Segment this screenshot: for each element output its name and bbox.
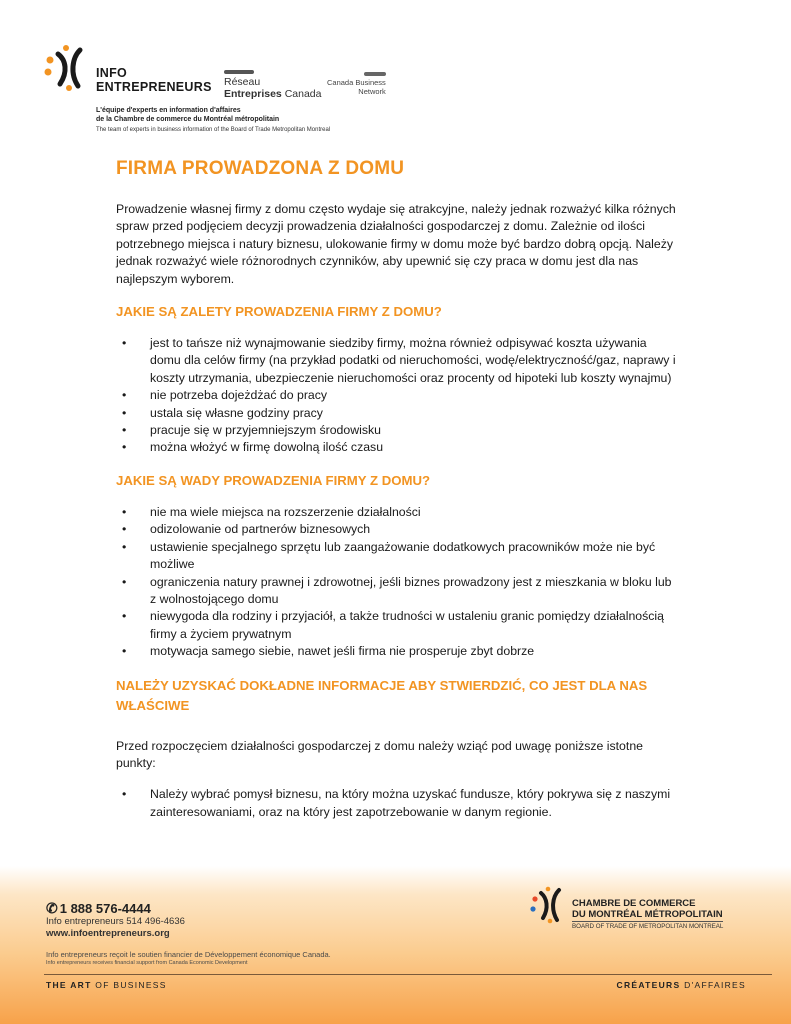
intro-paragraph: Prowadzenie własnej firmy z domu często wydaje się atrakcyjne, należy jednak rozważyć kilka różnych spraw przed podjęciem decyzji prowadzenia działalności gospodarczej z domu. Zależnie od ilości potrzebnego miejsca i natury biznesu, ulokowanie firmy w domu może być bardzo dobrą opcją. Należy jednak rozważyć wiele różnorodnych czynników, aby upewnić się czy praca w domu jest dla nas najlepszym wyborem. (116, 202, 676, 286)
tagline-fr-1: L'équipe d'experts en information d'affaires (96, 107, 241, 114)
reseau-line-2-bold: Entreprises (224, 88, 282, 100)
list-item: • pracuje się w przyjemniejszym środowisku (142, 422, 678, 439)
reseau-entreprises-logo (224, 70, 321, 100)
art-rest: OF BUSINESS (91, 980, 167, 990)
canada-business-network-logo (327, 72, 386, 96)
points-intro: Przed rozpoczęciem działalności gospodarczej z domu należy wziąć pod uwagę poniższe istotne punkty: (116, 738, 643, 770)
reseau-line-2 (224, 88, 321, 100)
logo-line-2: ENTREPRENEURS (96, 80, 212, 94)
list-item: • Należy wybrać pomysł biznesu, na który można uzyskać fundusze, który pokrywa się z naszymi zainteresowaniami, oraz na który jest zapotrzebowanie w danym regionie. (142, 786, 678, 821)
list-item: • jest to tańsze niż wynajmowanie siedziby firmy, można również odpisywać koszta używania domu dla celów firmy (na przykład podatki od nieruchomości, wodę/elektryczność/gaz, naprawy i koszty utrzymania, ubezpieczenie nieruchomości oraz procenty od hipoteki lub koszty wynajmu) (142, 335, 678, 387)
phone-icon: ✆ (46, 900, 58, 916)
list-item: • odizolowanie od partnerów biznesowych (142, 521, 678, 538)
art-bold: THE ART (46, 980, 92, 990)
reseau-line-2-rest: Canada (281, 88, 322, 100)
chambre-line-1: CHAMBRE DE COMMERCE (572, 898, 696, 909)
info-heading: NALEŻY UZYSKAĆ DOKŁADNE INFORMACJE ABY STWIERDZIĆ, CO JEST DLA NAS WŁAŚCIWE (116, 677, 648, 713)
page-title: FIRMA PROWADZONA Z DOMU (116, 158, 405, 179)
phone-number (46, 900, 151, 917)
cbn-line-1: Canada Business (327, 78, 386, 87)
list-item: • ograniczenia natury prawnej i zdrowotnej, jeśli biznes prowadzony jest z mieszkania w bloku lub z wolnostojącego domu (142, 574, 678, 609)
chambre-name (572, 898, 723, 920)
list-item: • motywacja samego siebie, nawet jeśli firma nie prosperuje zbyt dobrze (142, 643, 678, 660)
chambre-de-commerce-logo (530, 886, 760, 936)
letterhead (44, 44, 404, 136)
footer-divider (44, 974, 772, 975)
funding-note-english: Info entrepreneurs receives financial support from Canada Economic Development (46, 960, 248, 966)
cbn-tag-icon (364, 72, 386, 76)
list-item: • nie potrzeba dojeżdżać do pracy (142, 387, 678, 404)
board-of-trade-line: BOARD OF TRADE OF METROPOLITAN MONTREAL (572, 923, 724, 930)
info-entrepreneurs-logo-icon (44, 44, 94, 92)
tagline-english: The team of experts in business information of the Board of Trade Metropolitan Montreal (96, 127, 331, 133)
list-item: • ustala się własne godziny pracy (142, 405, 678, 422)
tagline-fr-2: de la Chambre de commerce du Montréal métropolitain (96, 116, 280, 123)
document-body (116, 150, 678, 821)
advantages-heading: JAKIE SĄ ZALETY PROWADZENIA FIRMY Z DOMU? (116, 304, 442, 320)
list-item: • można włożyć w firmę dowolną ilość czasu (142, 439, 678, 456)
points-list (142, 786, 678, 821)
info-phone-line: Info entrepreneurs 514 496-4636 (46, 916, 185, 927)
reseau-tag-icon (224, 70, 254, 74)
logo-text (96, 66, 212, 94)
website-link[interactable]: www.infoentrepreneurs.org (46, 928, 170, 939)
page-footer (0, 866, 791, 1024)
disadvantages-list (142, 504, 678, 661)
crea-bold: CRÉATEURS (616, 980, 681, 990)
advantages-list (142, 335, 678, 457)
cbn-line-2: Network (358, 87, 386, 96)
disadvantages-heading: JAKIE SĄ WADY PROWADZENIA FIRMY Z DOMU? (116, 472, 431, 488)
chambre-line-2: DU MONTRÉAL MÉTROPOLITAIN (572, 909, 723, 920)
art-of-business-slogan (46, 980, 167, 990)
list-item: • niewygoda dla rodziny i przyjaciół, a także trudności w ustaleniu granic pomiędzy działalnością firmy a życiem prywatnym (142, 608, 678, 643)
logo-line-1: INFO (96, 66, 128, 80)
createurs-slogan (617, 980, 747, 990)
list-item: • ustawienie specjalnego sprzętu lub zaangażowanie dodatkowych pracowników może nie być możliwe (142, 539, 678, 574)
tagline-french (96, 106, 279, 124)
crea-rest: D'AFFAIRES (680, 980, 746, 990)
funding-note-french: Info entrepreneurs reçoit le soutien financier de Développement économique Canada. (46, 950, 331, 959)
list-item: • nie ma wiele miejsca na rozszerzenie działalności (142, 504, 678, 521)
phone-text: 1 888 576-4444 (59, 901, 151, 916)
chambre-logo-icon (530, 886, 570, 924)
reseau-line-1: Réseau (224, 76, 261, 88)
